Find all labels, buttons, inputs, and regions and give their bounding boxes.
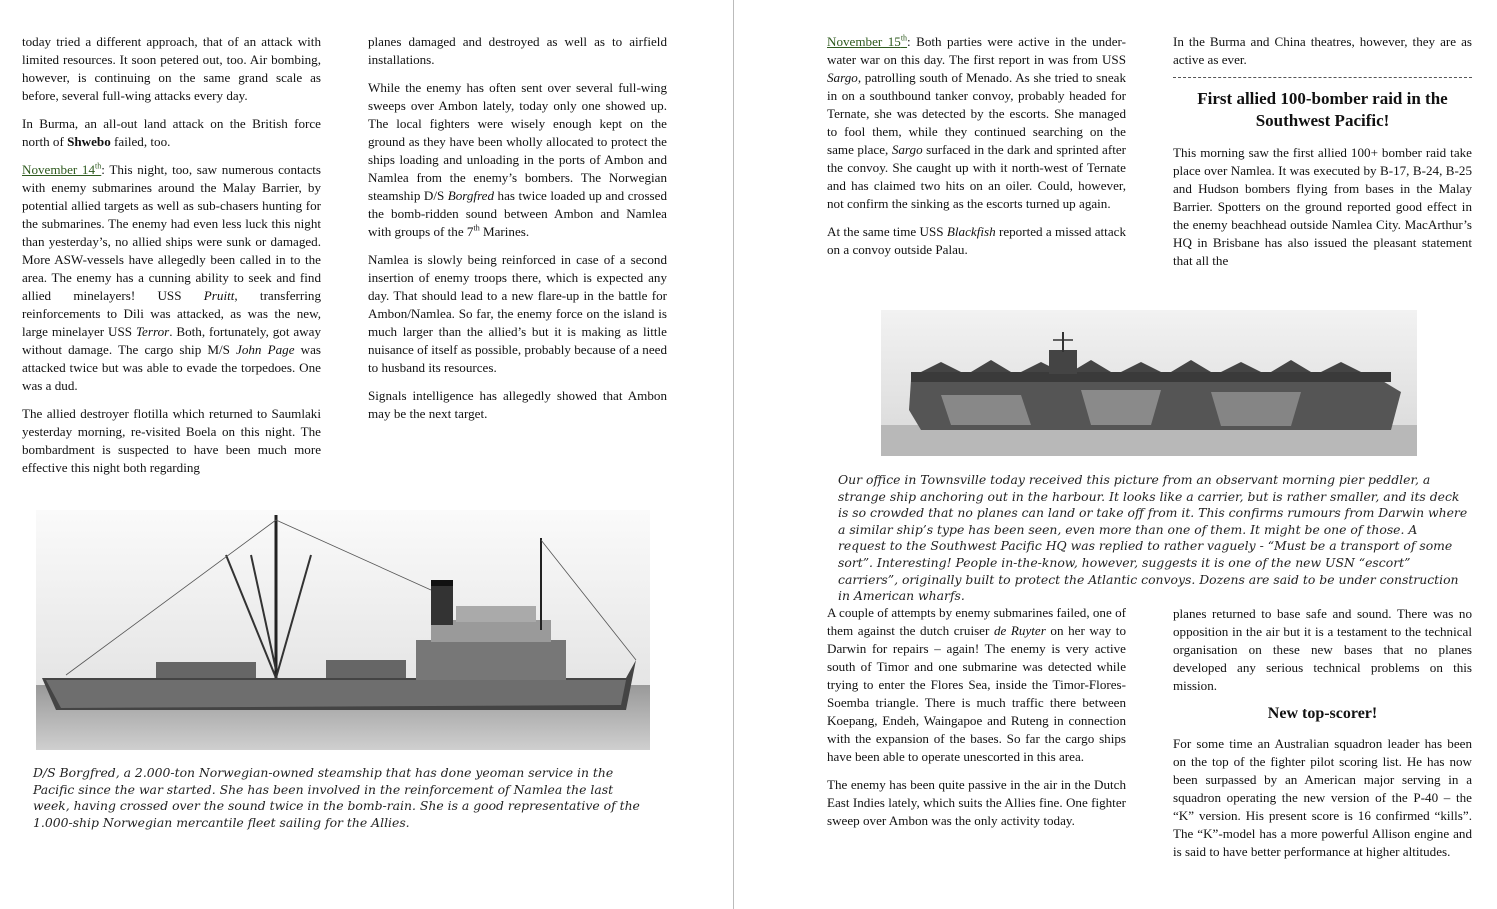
article-headline: First allied 100-bomber raid in the Southwest Pacific!	[1197, 89, 1448, 130]
paragraph: November 15th: Both parties were active in the under-water war on this day. The first report in was from USS Sargo, patrolling south of Menado. As she tried to sneak in on a southbound tanker convoy, probably headed for Ternate, she was detected by the escorts. She managed to fool them, while they continued searching on the same place, Sargo surfaced in the dark and sprinted after the convoy. She caught up with it north-west of Ternate and has claimed two hits on an oiler. Could, however, not confirm the sinking as the escorts turned up again.	[827, 33, 1127, 211]
section-heading: New top-scorer!	[1267, 705, 1378, 722]
paragraph: Signals intelligence has allegedly showed that Ambon may be the next target.	[368, 388, 667, 421]
paragraph: November 14th: This night, too, saw numerous contacts with enemy submarines around the Malay Barrier, by potential allied targets as well as sub-chasers hunting for the submarines. The enemy had even less luck this night than yesterday’s, no allied ships were sunk or damaged. More ASW-vessels have allegedly been called in to the area. The enemy has a cunning ability to seek and find allied minelayers! USS Pruitt, transferring reinforcements to Dili was attacked, as was the new, large minelayer USS Terror. Both, fortunately, got away without damage. The cargo ship M/S John Page was attacked twice but was able to evade the torpedoes. One was a dud.	[22, 161, 322, 393]
text: failed, too.	[110, 134, 171, 149]
right-column-1	[827, 33, 1126, 269]
left-column-2	[368, 33, 667, 433]
paragraph: While the enemy has often sent over several full-wing sweeps over Ambon lately, today only one showed up. The local fighters were wisely enough kept on the ground as they have been wholly allocated to protect the ships loading and unloading in the ports of Ambon and Namlea from the enemy’s bombers. The Norwegian steamship D/S Borgfred has twice loaded up and crossed the bomb-ridden sound between Ambon and Namlea with groups of the 7th Marines.	[368, 80, 667, 239]
paragraph: A couple of attempts by enemy submarines failed, one of them against the dutch cruiser de Ruyter on her way to Darwin for repairs – again! The enemy is very active south of Timor and one submarine was detected while trying to enter the Flores Sea, inside the Timor-Flores-Soemba triangle. There is much traffic there between Koepang, Endeh, Waingapoe and Ruteng in connection with the expansion of the bases. So far the cargo ships have been able to operate unescorted in this area.	[827, 605, 1126, 764]
paragraph: In the Burma and China theatres, however, they are as active as ever.	[1173, 34, 1472, 67]
paragraph: The allied destroyer flotilla which returned to Saumlaki yesterday morning, re-visited Boela on this night. The bombardment is suspected to have been much more effective this night both regarding	[22, 406, 321, 475]
paragraph: At the same time USS Blackfish reported a missed attack on a convoy outside Palau.	[827, 224, 1126, 257]
page-divider	[733, 0, 734, 909]
right-column-3	[827, 604, 1126, 840]
steamship-photo	[36, 510, 650, 750]
paragraph: planes returned to base safe and sound. There was no opposition in the air but it is a testament to the technical organisation on these new bases that no planes developed any serious technical problems on this mission.	[1173, 606, 1472, 693]
photo-caption-carrier: Our office in Townsville today received this picture from an observant morning pier peddler, a strange ship anchoring out in the harbour. It looks like a carrier, but is rather smaller, and its deck is so crowded that no planes can land or take off from it. This confirms rumours from Darwin where a similar ship’s type has been seen, even more than one of them. It might be one of those. A request to the Southwest Pacific HQ was replied to rather vaguely - “Must be a transport of some sort”. Interesting! People in-the-know, however, suggests it is one of the new USN “escort” carriers”, originally built to protect the Atlantic convoys. Dozens are said to be under construction in American wharfs.	[838, 472, 1468, 604]
right-column-4	[1173, 605, 1472, 871]
left-column-1	[22, 33, 321, 487]
date-heading: November 15th	[827, 33, 908, 49]
escort-carrier-photo	[881, 310, 1417, 456]
date-heading: November 14th	[22, 161, 102, 177]
paragraph: Namlea is slowly being reinforced in case of a second insertion of enemy troops there, which is expected any day. That should lead to a new flare-up in the battle for Ambon/Namlea. So far, the enemy force on the island is much larger than the allied’s but it is making as little nuisance of itself as possible, probably because of a need to husband its resources.	[368, 252, 667, 375]
photo-caption-borgfred: D/S Borgfred, a 2.000-ton Norwegian-owned steamship that has done yeoman service in the Pacific since the war started. She has been involved in the reinforcement of Namlea the last week, having crossed over the sound twice in the bomb-rain. She is a good representative of the 1.000-ship Norwegian mercantile fleet sailing for the Allies.	[33, 765, 640, 830]
paragraph: today tried a different approach, that of an attack with limited resources. It soon petered out, too. Air bombing, however, is continuing on the same grand scale as before, several full-wing attacks every day.	[22, 34, 321, 103]
paragraph: The enemy has been quite passive in the air in the Dutch East Indies lately, which suits the Allies fine. One fighter sweep over Ambon was the only activity today.	[827, 777, 1126, 828]
place-name: Shwebo	[67, 134, 111, 149]
paragraph	[22, 115, 321, 151]
paragraph: For some time an Australian squadron leader has been on the top of the fighter pilot scoring list. He has now been surpassed by an American major serving in a squadron operating the new version of the P-40 – the “K” version. His present score is 16 confirmed “kills”. The “K”-model has a more powerful Allison engine and is said to have better performance at higher altitudes.	[1173, 736, 1472, 859]
text: In Burma, an all-out land attack on the British force north of	[22, 116, 321, 149]
paragraph: This morning saw the first allied 100+ bomber raid take place over Namlea. It was executed by B-17, B-24, B-25 and Hudson bombers flying from bases in the Malay Barrier. Spotters on the ground reported good effect in the enemy beachhead outside Namlea City. MacArthur’s HQ in Brisbane has also issued the pleasant statement that all the	[1173, 145, 1472, 268]
paragraph: planes damaged and destroyed as well as to airfield installations.	[368, 34, 667, 67]
right-column-2	[1173, 33, 1472, 280]
dashed-divider	[1173, 77, 1472, 78]
